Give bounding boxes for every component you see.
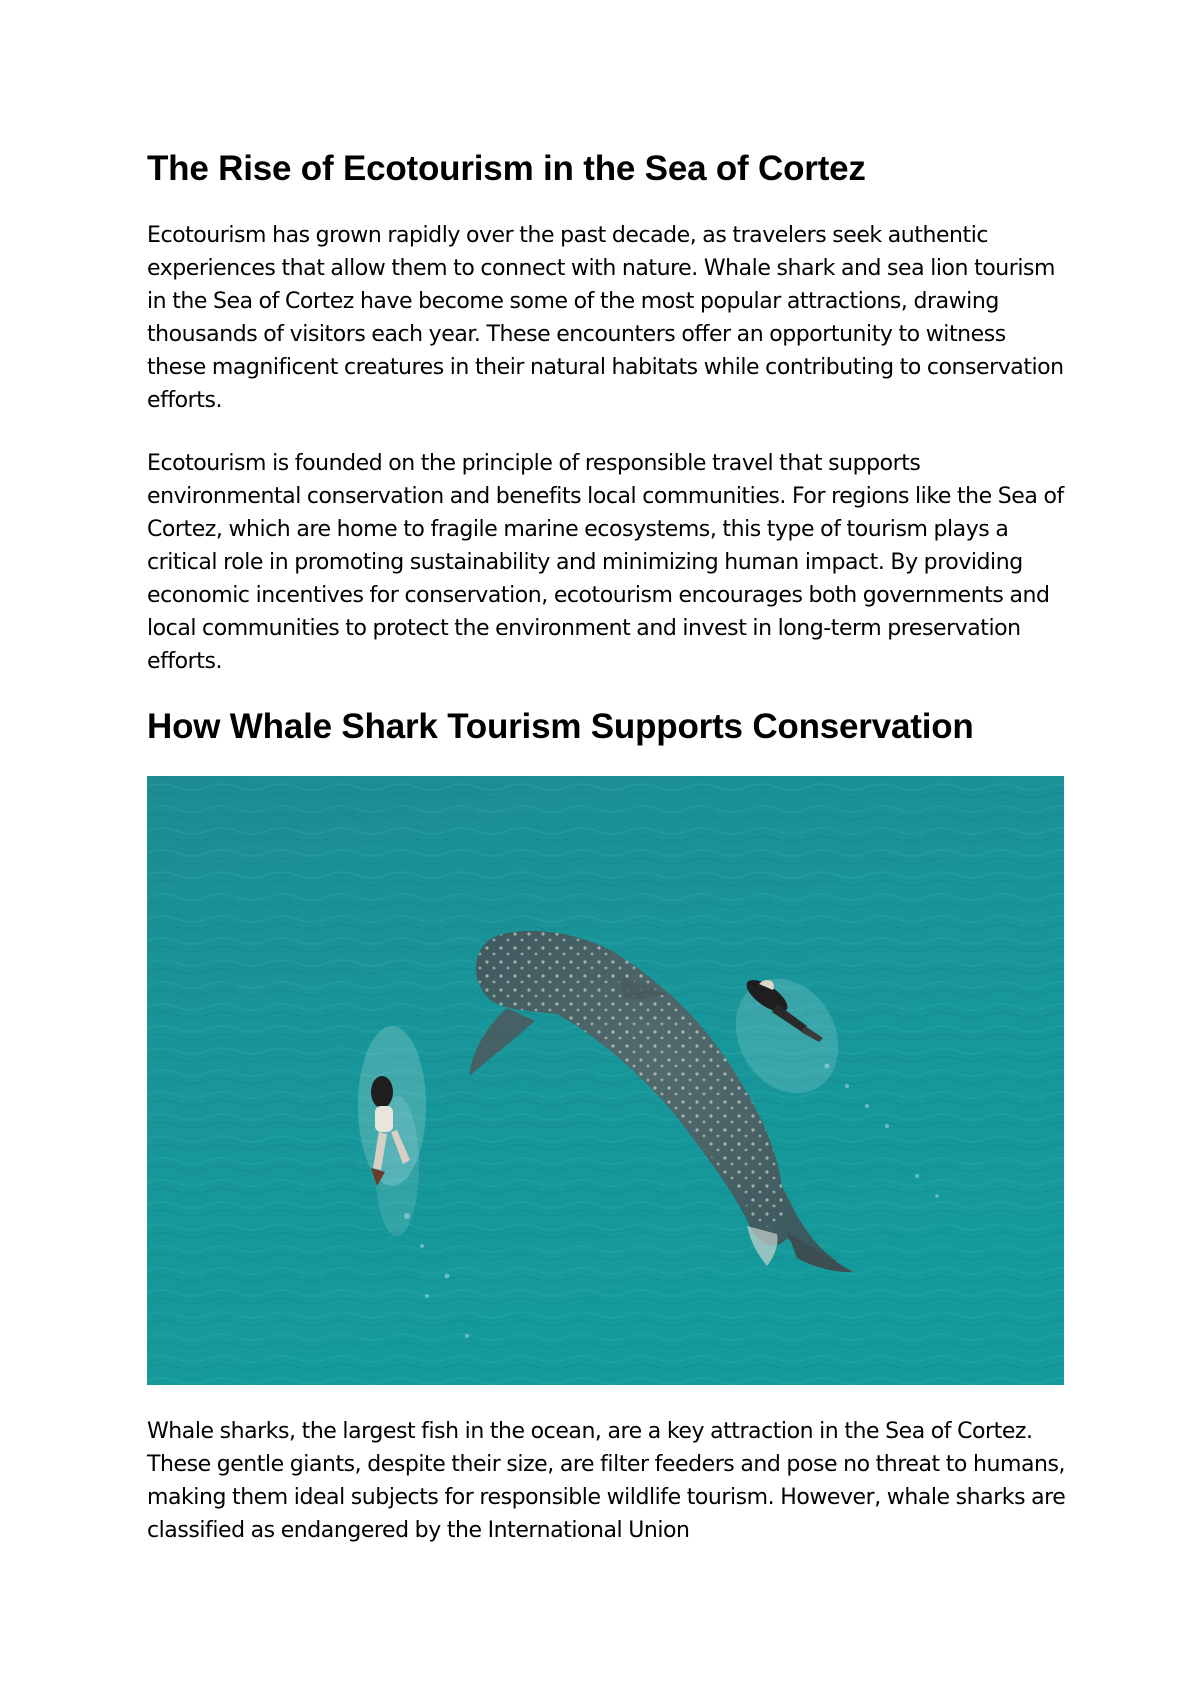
whale-shark-photo: [147, 776, 1064, 1385]
whale-shark-paragraph: Whale sharks, the largest fish in the ocean, are a key attraction in the Sea of Cortez. These gentle giants, despite their size, are filter feeders and pose no threat to humans, making them ideal subjects for responsible wildlife tourism. However, whale sharks are classified as endangered by the International Union: [147, 1419, 1066, 1543]
principle-paragraph: Ecotourism is founded on the principle of responsible travel that supports environmental conservation and benefits local communities. For regions like the Sea of Cortez, which are home to fragile marine ecosystems, this type of tourism plays a critical role in promoting sustainability and minimizing human impact. By providing economic incentives for conservation, ecotourism encourages both governments and local communities to protect the environment and invest in long-term preservation efforts.: [147, 451, 1064, 674]
intro-paragraph: Ecotourism has grown rapidly over the past decade, as travelers seek authentic experiences that allow them to connect with nature. Whale shark and sea lion tourism in the Sea of Cortez have become some of the most popular attractions, drawing thousands of visitors each year. These encounters offer an opportunity to witness these magnificent creatures in their natural habitats while contributing to conservation efforts.: [147, 223, 1064, 413]
page-title: The Rise of Ecotourism in the Sea of Cortez: [147, 149, 866, 188]
section-heading: How Whale Shark Tourism Supports Conservation: [147, 707, 974, 746]
